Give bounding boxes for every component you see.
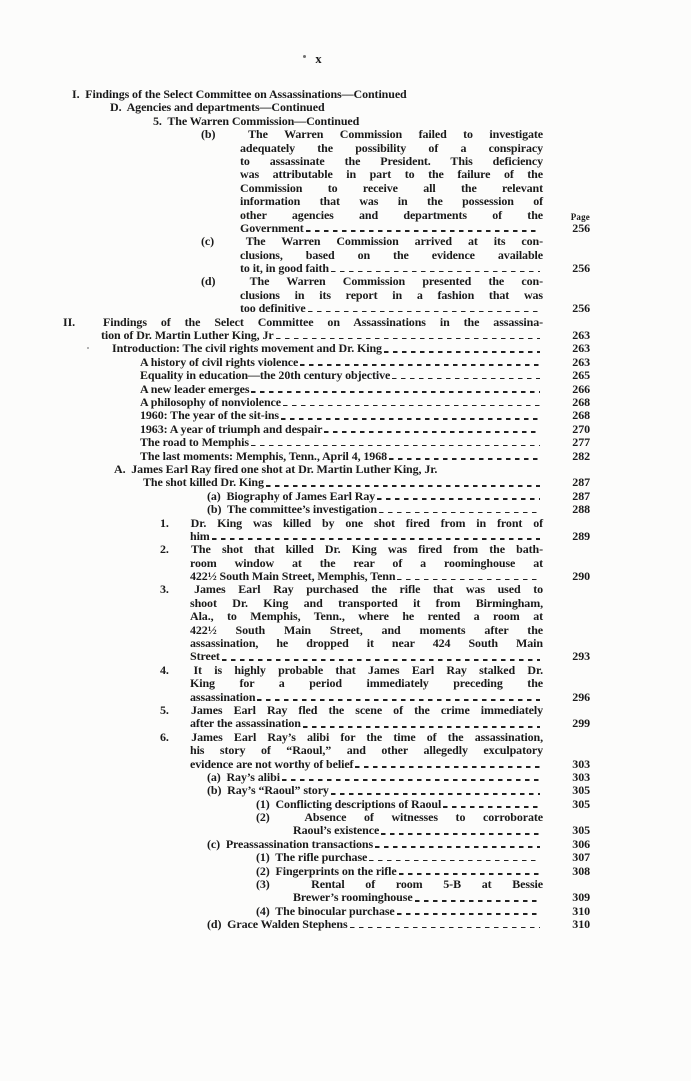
toc-entry-text: The road to Memphis [140, 435, 249, 450]
toc-entry-text [63, 717, 543, 730]
toc-entry-text [63, 356, 543, 369]
toc-line [63, 463, 590, 476]
page-column [543, 142, 590, 155]
toc-line [63, 704, 590, 717]
toc-entry-text: too definitive [240, 301, 306, 316]
toc-entry-text: assassination, he dropped it near 424 South Main [190, 636, 543, 651]
dot-leader [303, 717, 540, 730]
toc-entry-text: 1. Dr. King was killed by one shot fired from in front of [160, 515, 543, 530]
toc-entry-text [63, 476, 543, 489]
toc-entry-text [63, 409, 543, 422]
toc-line [63, 543, 590, 556]
toc-line [63, 262, 590, 275]
dot-leader [369, 851, 540, 864]
toc-line [63, 891, 590, 904]
toc-entry-text: (1) Conflicting descriptions of Raoul [256, 796, 442, 811]
page-column [543, 463, 590, 476]
toc-line [63, 691, 590, 704]
page-number: 299 [572, 716, 590, 731]
page-column [543, 543, 590, 556]
page-column [543, 209, 590, 222]
dot-leader [377, 490, 540, 503]
toc-entry-text [63, 865, 543, 878]
toc-entry-text [63, 758, 543, 771]
toc-entry-text: evidence are not worthy of belief [190, 756, 354, 771]
toc-line [63, 570, 590, 583]
toc-entry-text: Equality in education—the 20th century objective [140, 368, 391, 383]
page-number: 263 [572, 354, 590, 369]
toc-line [63, 436, 590, 449]
toc-entry-text: A history of civil rights violence [140, 354, 299, 369]
toc-entry-text: Raoul’s existence [293, 823, 380, 838]
page-number: 305 [572, 823, 590, 838]
page-number: 307 [572, 850, 590, 865]
toc-entry-text [63, 784, 543, 797]
page-column [543, 677, 590, 690]
toc-entry-text [63, 383, 543, 396]
page-number: 308 [572, 863, 590, 878]
page-column [543, 316, 590, 329]
toc-entry-text: 5. The Warren Commission—Continued [153, 113, 360, 128]
toc-entry-text [63, 423, 543, 436]
page-number: 296 [572, 689, 590, 704]
toc-entry-text [63, 450, 543, 463]
page-column-label: Page [570, 211, 590, 222]
toc-entry-text: (c) Preassassination transactions [207, 836, 374, 851]
page-column [543, 517, 590, 530]
toc-entry-text: after the assassination [190, 716, 301, 731]
page-number: 268 [572, 394, 590, 409]
toc-entry-text [63, 490, 543, 503]
toc-entry-text: II. Findings of the Select Committee on Assassinations in the assassina- [63, 314, 543, 329]
page-column [543, 878, 590, 891]
toc-line [63, 530, 590, 543]
page-number: 277 [572, 435, 590, 450]
toc-entry-text: 1960: The year of the sit-ins [140, 408, 279, 423]
page-number: 303 [572, 769, 590, 784]
page-column [543, 610, 590, 623]
dot-leader [389, 450, 540, 463]
toc-line [63, 878, 590, 891]
page-number: 305 [572, 796, 590, 811]
page-number: 305 [572, 783, 590, 798]
toc-entry-text: clusions, based on the evidence available [240, 247, 543, 262]
dot-leader [350, 918, 540, 931]
toc-entry-text [63, 798, 543, 811]
page-column [543, 155, 590, 168]
toc-line [63, 450, 590, 463]
table-of-contents [63, 88, 590, 932]
page-column [543, 168, 590, 181]
toc-entry-text: The last moments: Memphis, Tenn., April 4, 1968 [140, 448, 387, 463]
toc-line [63, 811, 590, 824]
toc-entry-text: (b) Ray’s “Raoul” story [207, 783, 329, 798]
toc-entry-text: 422½ South Main Street, Memphis, Tenn [190, 569, 396, 584]
toc-entry-text: assassination [190, 689, 256, 704]
toc-entry-text: 422½ South Main Street, and moments after the [190, 622, 543, 637]
toc-entry-text: adequately the possibility of a conspiracy [240, 140, 543, 155]
dot-leader [399, 865, 540, 878]
toc-line [63, 717, 590, 730]
toc-entry-text: 1963: A year of triumph and despair [140, 421, 323, 436]
dot-leader [324, 423, 540, 436]
page-number: 306 [572, 836, 590, 851]
dot-leader [281, 409, 540, 422]
toc-entry-text: Government [240, 220, 304, 235]
toc-entry-text [63, 503, 543, 516]
toc-entry-text: (a) Biography of James Earl Ray [207, 488, 376, 503]
toc-line [63, 142, 590, 155]
toc-entry-text [63, 570, 543, 583]
toc-entry-text: (a) Ray’s alibi [207, 769, 280, 784]
page-number: 288 [572, 502, 590, 517]
toc-line [63, 302, 590, 315]
toc-entry-text [63, 905, 543, 918]
toc-line [63, 356, 590, 369]
toc-entry-text: Brewer’s roominghouse [293, 890, 413, 905]
page-column [543, 289, 590, 302]
toc-line [63, 610, 590, 623]
toc-line [63, 798, 590, 811]
page-column [543, 101, 590, 114]
toc-line [63, 664, 590, 677]
page-column [543, 624, 590, 637]
toc-line [63, 637, 590, 650]
toc-line [63, 731, 590, 744]
page-number: 303 [572, 756, 590, 771]
page-number: 293 [572, 649, 590, 664]
toc-line [63, 624, 590, 637]
page-column [543, 88, 590, 101]
dot-leader [384, 342, 540, 355]
dot-leader [443, 798, 540, 811]
page-column [543, 637, 590, 650]
toc-line [63, 423, 590, 436]
dot-leader [397, 570, 540, 583]
toc-entry-text: tion of Dr. Martin Luther King, Jr [101, 328, 274, 343]
page-number: 268 [572, 408, 590, 423]
dot-leader [257, 691, 540, 704]
toc-entry-text: I. Findings of the Select Committee on Assassinations—Continued [72, 87, 407, 101]
toc-entry-text [63, 302, 543, 315]
toc-line [63, 650, 590, 663]
toc-line [63, 744, 590, 757]
dot-leader [251, 383, 540, 396]
toc-entry-text: him [190, 528, 210, 543]
toc-line [63, 289, 590, 302]
toc-entry-text: (b) The Warren Commission failed to investigate [201, 127, 543, 142]
toc-line [63, 222, 590, 235]
page-column [543, 731, 590, 744]
page-column [543, 744, 590, 757]
toc-entry-text [63, 329, 543, 342]
toc-entry-text: room window at the rear of a roominghouse at [190, 555, 543, 570]
toc-entry-text: The shot killed Dr. King [143, 475, 264, 490]
dot-leader [266, 476, 540, 489]
toc-entry-text: (d) The Warren Commission presented the con- [201, 274, 543, 289]
page-number: 282 [572, 448, 590, 463]
toc-entry-text [63, 222, 543, 235]
page-number: 263 [572, 341, 590, 356]
toc-line [63, 597, 590, 610]
dot-leader [397, 905, 540, 918]
toc-line [63, 275, 590, 288]
toc-line [63, 517, 590, 530]
toc-line [63, 851, 590, 864]
dot-leader [251, 436, 540, 449]
toc-line [63, 583, 590, 596]
toc-entry-text: A philosophy of nonviolence [140, 394, 282, 409]
toc-entry-text: 5. James Earl Ray fled the scene of the crime immediately [160, 702, 543, 717]
dot-leader [379, 503, 540, 516]
dot-leader [300, 356, 540, 369]
toc-entry-text: (1) The rifle purchase [256, 850, 368, 865]
page-number: 309 [572, 890, 590, 905]
toc-entry-text: Ala., to Memphis, Tenn., where he rented a room at [190, 609, 543, 624]
toc-line [63, 383, 590, 396]
toc-entry-text [63, 369, 543, 382]
toc-entry-text: 3. James Earl Ray purchased the rifle that was used to [160, 582, 543, 597]
toc-entry-text [63, 342, 543, 355]
dot-leader [283, 396, 540, 409]
toc-line [63, 490, 590, 503]
toc-entry-text: to it, in good faith [240, 261, 330, 276]
toc-entry-text: (d) Grace Walden Stephens [207, 917, 348, 932]
dot-leader [375, 838, 540, 851]
page-column [543, 597, 590, 610]
toc-entry-text: Commission to receive all the relevant [240, 180, 543, 195]
page-column [543, 275, 590, 288]
toc-line [63, 476, 590, 489]
toc-line [63, 905, 590, 918]
toc-entry-text [63, 838, 543, 851]
page-number: 270 [572, 421, 590, 436]
toc-entry-text [63, 918, 543, 931]
toc-entry-text: Introduction: The civil rights movement and Dr. King [112, 341, 382, 356]
page-number: 310 [572, 903, 590, 918]
toc-line [63, 182, 590, 195]
dot-leader [415, 891, 540, 904]
toc-entry-text: Street [190, 649, 220, 664]
toc-line [63, 369, 590, 382]
toc-entry-text [63, 824, 543, 837]
toc-line [63, 101, 590, 114]
toc-entry-text: 6. James Earl Ray’s alibi for the time of the assassination, [160, 729, 543, 744]
toc-entry-text: (3) Rental of room 5-B at Bessie [256, 877, 543, 892]
page-column [543, 235, 590, 248]
page-column [543, 704, 590, 717]
dot-leader [381, 824, 540, 837]
toc-entry-text: King for a period immediately preceding the [190, 676, 543, 691]
toc-line [63, 396, 590, 409]
page-number: 256 [572, 261, 590, 276]
page-number: 289 [572, 528, 590, 543]
toc-line [63, 209, 590, 222]
toc-entry-text: shoot Dr. King and transported it from Birmingham, [190, 595, 543, 610]
toc-line [63, 128, 590, 141]
toc-entry-text [63, 262, 543, 275]
dot-leader [331, 784, 540, 797]
page-number: 310 [572, 917, 590, 932]
toc-line [63, 235, 590, 248]
toc-entry-text: A new leader emerges [140, 381, 250, 396]
page-column [543, 557, 590, 570]
dot-leader [308, 302, 540, 315]
toc-line [63, 758, 590, 771]
toc-entry-text: D. Agencies and departments—Continued [110, 100, 325, 115]
toc-entry-text: (2) Fingerprints on the rifle [256, 863, 397, 878]
toc-entry-text: information that was in the possession of [240, 194, 543, 209]
page-number: 266 [572, 381, 590, 396]
page-column [543, 583, 590, 596]
page-column [543, 182, 590, 195]
page-number: 263 [572, 328, 590, 343]
toc-entry-text: (b) The committee’s investigation [207, 502, 377, 517]
dot-leader [355, 758, 540, 771]
toc-line [63, 784, 590, 797]
dot-leader [212, 530, 540, 543]
dot-leader [276, 329, 540, 342]
toc-line [63, 409, 590, 422]
page-number: 287 [572, 475, 590, 490]
toc-entry-text [63, 436, 543, 449]
toc-line [63, 838, 590, 851]
toc-entry-text: A. James Earl Ray fired one shot at Dr. Martin Luther King, Jr. [114, 461, 438, 476]
toc-line [63, 557, 590, 570]
page-column [543, 664, 590, 677]
toc-line [63, 824, 590, 837]
dot-leader [331, 262, 540, 275]
toc-line [63, 918, 590, 931]
toc-line [63, 168, 590, 181]
toc-entry-text: clusions in its report in a fashion that was [240, 287, 543, 302]
page-column [543, 811, 590, 824]
toc-entry-text [63, 396, 543, 409]
page-number: 290 [572, 569, 590, 584]
toc-entry-text [63, 650, 543, 663]
toc-entry-text [63, 530, 543, 543]
toc-entry-text: to assassinate the President. This deficiency [240, 153, 543, 168]
toc-line [63, 677, 590, 690]
page-number: 287 [572, 488, 590, 503]
page-column [543, 249, 590, 262]
toc-line [63, 771, 590, 784]
dot-leader [222, 650, 540, 663]
toc-line [63, 195, 590, 208]
dot-leader [392, 369, 540, 382]
dot-leader [282, 771, 540, 784]
toc-entry-text: was attributable in part to the failure of the [240, 167, 543, 182]
toc-entry-text: (4) The binocular purchase [256, 903, 395, 918]
page-column [543, 195, 590, 208]
toc-line [63, 115, 590, 128]
toc-line [63, 865, 590, 878]
toc-entry-text: 4. It is highly probable that James Earl Ray stalked Dr. [160, 662, 543, 677]
toc-line [63, 316, 590, 329]
toc-line [63, 342, 590, 355]
toc-entry-text [63, 771, 543, 784]
toc-line [63, 503, 590, 516]
toc-entry-text: (2) Absence of witnesses to corroborate [256, 810, 543, 825]
page-folio: x [315, 52, 322, 66]
page-column [543, 115, 590, 128]
page-column [543, 128, 590, 141]
page-number: 256 [572, 301, 590, 316]
toc-entry-text: other agencies and departments of the [240, 207, 543, 222]
toc-line [63, 155, 590, 168]
page-number: 256 [572, 220, 590, 235]
toc-line [63, 88, 590, 101]
page-number: 265 [572, 368, 590, 383]
toc-entry-text [63, 691, 543, 704]
toc-entry-text: (c) The Warren Commission arrived at its con- [201, 234, 543, 249]
toc-entry-text [63, 891, 543, 904]
toc-line [63, 329, 590, 342]
toc-entry-text: his story of “Raoul,” and other allegedly exculpatory [190, 743, 543, 758]
toc-line [63, 249, 590, 262]
toc-entry-text: 2. The shot that killed Dr. King was fired from the bath- [160, 542, 543, 557]
dot-leader [306, 222, 540, 235]
toc-entry-text [63, 851, 543, 864]
